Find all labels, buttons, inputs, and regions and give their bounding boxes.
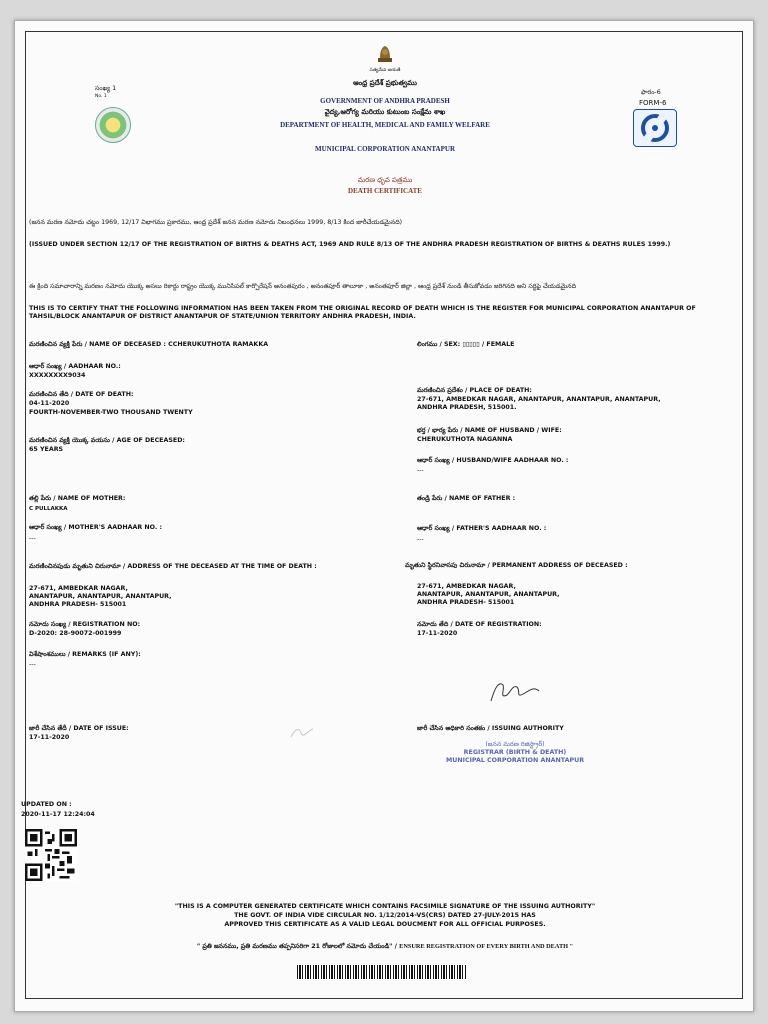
date-of-death-value: 04-11-2020 xyxy=(29,400,70,407)
certificate-title-te: మరణ ధృవ పత్రము xyxy=(357,176,413,184)
aadhaar-label: ఆధార్ సంఖ్య / AADHAAR NO.: xyxy=(29,363,121,370)
issuing-authority-label: జారీ చేసిన అధికారి సంతకం / ISSUING AUTHORITY xyxy=(417,725,564,732)
father-aadhaar-label: ఆధార్ సంఖ్య / FATHER'S AADHAAR NO. : xyxy=(417,525,547,532)
footer-line-3: APPROVED THIS CERTIFICATE AS A VALID LEGAL DOUCMENT FOR ALL OFFICIAL PURPOSES. xyxy=(224,921,546,928)
updated-on-label: UPDATED ON : xyxy=(21,801,72,808)
remarks-value: --- xyxy=(29,661,36,668)
barcode-icon xyxy=(297,965,467,979)
registration-no-value: D-2020: 28-90072-001999 xyxy=(29,630,122,637)
dept-title-te: వైద్య,ఆరోగ్య మరియు కుటుంబ సంక్షేమ శాఖ xyxy=(324,108,446,116)
address-at-death-value: 27-671, AMBEDKAR NAGAR, ANANTAPUR, ANANTAPUR, ANANTAPUR, ANDHRA PRADESH- 515001 xyxy=(29,585,172,608)
registration-date-value: 17-11-2020 xyxy=(417,630,458,637)
footer-line-1: "THIS IS A COMPUTER GENERATED CERTIFICATE WHICH CONTAINS FACSIMILE SIGNATURE OF THE ISSUING AUTHORITY" xyxy=(174,903,596,910)
mother-aadhaar-value: --- xyxy=(29,535,36,542)
sex-value: FEMALE xyxy=(486,341,515,348)
certificate-sheet xyxy=(14,20,754,1012)
age-label: మరణించిన వ్యక్తి యొక్క వయసు / AGE OF DECEASED: xyxy=(29,437,185,444)
form-number-te: ఫారం-6 xyxy=(641,89,661,96)
qr-code-icon xyxy=(25,829,77,881)
crs-logo-icon xyxy=(633,109,677,147)
permanent-address-value: 27-671, AMBEDKAR NAGAR, ANANTAPUR, ANANTAPUR, ANANTAPUR, ANDHRA PRADESH- 515001 xyxy=(417,583,560,606)
permanent-address-label: మృతుని స్థిరనివాసపు చిరునామా / PERMANENT ADDRESS OF DECEASED : xyxy=(405,562,628,569)
spouse-name-value: CHERUKUTHOTA NAGANNA xyxy=(417,436,513,443)
footer-slogan xyxy=(55,943,715,951)
date-of-death-label: మరణించిన తేది / DATE OF DEATH: xyxy=(29,391,134,398)
spouse-name-label: భర్త / భార్య పేరు / NAME OF HUSBAND / WIFE: xyxy=(417,427,562,434)
ap-state-logo-icon xyxy=(95,107,131,143)
date-of-issue-label: జారీ చేసిన తేదీ / DATE OF ISSUE: xyxy=(29,725,129,732)
deceased-name-field xyxy=(29,341,268,349)
faint-initials-mark xyxy=(287,723,317,743)
stamp-line-2: MUNICIPAL CORPORATION ANANTAPUR xyxy=(445,757,585,764)
stamp-line-1: REGISTRAR (BIRTH & DEATH) xyxy=(463,749,567,756)
deceased-name-value: CCHERUKUTHOTA RAMAKKA xyxy=(168,341,269,348)
stamp-te: (జనన మరణ రిజిస్ట్రార్) xyxy=(485,741,545,748)
serial-no-en: No. 1 xyxy=(95,94,107,99)
mother-name-value: C PULLAKKA xyxy=(29,506,68,512)
address-at-death-label: మరణించినపుడు మృతుని చిరునామా / ADDRESS OF THE DECEASED AT THE TIME OF DEATH : xyxy=(29,563,317,570)
father-aadhaar-value: --- xyxy=(417,536,424,543)
age-value: 65 YEARS xyxy=(29,446,64,453)
registrar-signature xyxy=(485,677,545,707)
date-of-death-words: FOURTH-NOVEMBER-TWO THOUSAND TWENTY xyxy=(29,409,193,416)
updated-on-value: 2020-11-17 12:24:04 xyxy=(21,811,95,818)
spouse-aadhaar-value: --- xyxy=(417,467,424,474)
national-emblem-icon xyxy=(374,43,396,65)
dept-title-en: DEPARTMENT OF HEALTH, MEDICAL AND FAMILY WELFARE xyxy=(280,121,490,129)
mother-name-label: తల్లి పేరు / NAME OF MOTHER: xyxy=(29,495,126,502)
serial-no-te: సంఖ్య 1 xyxy=(95,85,117,92)
govt-title-te: ఆంధ్ర ప్రదేశ్ ప్రభుత్వము xyxy=(353,79,417,87)
place-of-death-value: 27-671, AMBEDKAR NAGAR, ANANTAPUR, ANANTAPUR, ANANTAPUR, ANDHRA PRADESH, 515001. xyxy=(417,396,661,411)
deceased-name-label: మరణించిన వ్యక్తి పేరు / NAME OF DECEASED : xyxy=(29,341,166,348)
aadhaar-value: XXXXXXXX9034 xyxy=(29,372,86,379)
corporation-name: MUNICIPAL CORPORATION ANANTAPUR xyxy=(315,145,455,153)
issued-under-en: (ISSUED UNDER SECTION 12/17 OF THE REGISTRATION OF BIRTHS & DEATHS ACT, 1969 AND RULE 8/13 OF THE ANDHRA PRADESH REGISTRATION OF BIRTHS & DEATHS RULES 1999.) xyxy=(29,241,671,248)
father-name-label: తండ్రి పేరు / NAME OF FATHER : xyxy=(417,495,516,502)
registration-date-label: నమోదు తేది / DATE OF REGISTRATION: xyxy=(417,621,542,628)
mother-aadhaar-label: ఆధార్ సంఖ్య / MOTHER'S AADHAAR NO. : xyxy=(29,524,162,531)
registrar-stamp xyxy=(415,741,615,765)
certify-statement-te: ఈ క్రింది సమాచారాన్ని మరణం నమోదు యొక్క అసలు రికార్డు రాష్ట్రం యొక్క మునిసిపల్ కార్పొరేషన్ అనంతపురం , అనంతపూర్ తాలూకా , అనంతపూర్ జిల్లా , ఆంధ్ర ప్రదేశ్ నుండి తీసుకోవడం జరిగినది అని సర్టిఫై చేయడమైనది xyxy=(29,283,577,290)
sex-field: లింగము / SEX: ▯▯▯▯▯ / FEMALE xyxy=(417,341,515,348)
registration-no-label: నమోదు సంఖ్య / REGISTRATION NO: xyxy=(29,621,141,628)
issued-under-te: (జనన మరణ నమోదు చట్టం 1969, 12/17 విభాగము ప్రకారము, ఆంధ్ర ప్రదేశ్ జనన మరణ నమోదు నిబంధనలు 1999, 8/13 కింద జారీచేయడమైనది) xyxy=(29,219,403,226)
sex-value-te: ▯▯▯▯▯ xyxy=(462,341,480,348)
slogan-te: " ప్రతి జననము, ప్రతి మరణము తప్పనిసరిగా 21 రోజులలో నమోదు చేయండి" / xyxy=(196,943,397,950)
form-number-en: FORM-6 xyxy=(639,99,667,107)
place-of-death-label: మరణించిన ప్రదేశం / PLACE OF DEATH: xyxy=(417,387,532,394)
sex-label: లింగము / SEX: xyxy=(417,341,461,348)
slogan-en: ENSURE REGISTRATION OF EVERY BIRTH AND DEATH " xyxy=(399,943,574,950)
remarks-label: విశేషాంశములు / REMARKS (IF ANY): xyxy=(29,651,141,658)
emblem-caption: సత్యమేవ జయతే xyxy=(369,68,401,73)
footer-line-2: THE GOVT. OF INDIA VIDE CIRCULAR NO. 1/12/2014-VS(CRS) DATED 27-JULY-2015 HAS xyxy=(234,912,536,919)
certificate-title-en: DEATH CERTIFICATE xyxy=(348,187,422,195)
certify-statement-en: THIS IS TO CERTIFY THAT THE FOLLOWING INFORMATION HAS BEEN TAKEN FROM THE ORIGINAL RECORD OF DEATH WHICH IS THE REGISTER FOR MUNICIPAL CORPORATION ANANTAPUR OF TAHSIL/BLOCK ANANTAPUR OF DISTRICT ANANTAPUR OF STATE/UNION TERRITORY ANDHRA PRADESH, INDIA. xyxy=(29,305,696,320)
date-of-issue-value: 17-11-2020 xyxy=(29,734,70,741)
govt-title-en: GOVERNMENT OF ANDHRA PRADESH xyxy=(320,97,450,105)
spouse-aadhaar-label: ఆధార్ సంఖ్య / HUSBAND/WIFE AADHAAR NO. : xyxy=(417,457,569,464)
